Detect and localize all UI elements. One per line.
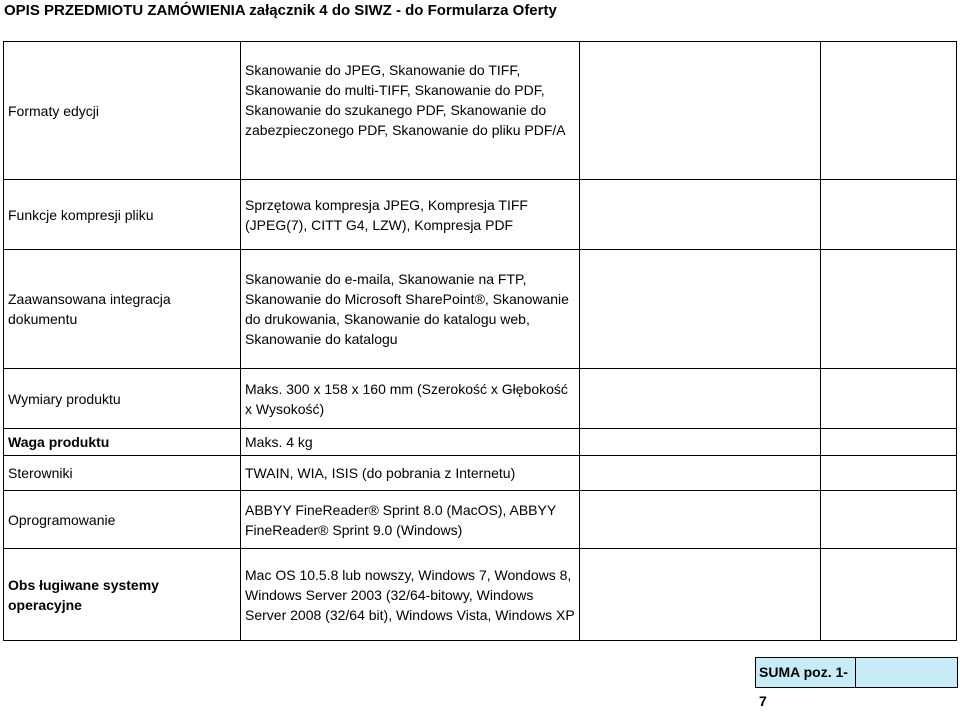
offer-cell-2[interactable]: [821, 429, 957, 456]
row-value: ABBYY FineReader® Sprint 8.0 (MacOS), ABBYY FineReader® Sprint 9.0 (Windows): [241, 491, 580, 549]
offer-cell[interactable]: [580, 250, 821, 369]
offer-cell-2[interactable]: [821, 250, 957, 369]
offer-cell-2[interactable]: [821, 456, 957, 491]
offer-cell[interactable]: [580, 456, 821, 491]
table-row: [4, 429, 957, 456]
row-label: Wymiary produktu: [4, 369, 241, 429]
offer-cell[interactable]: [580, 549, 821, 641]
offer-cell-2[interactable]: [821, 369, 957, 429]
row-label: Obs ługiwane systemy operacyjne: [4, 549, 241, 641]
row-label: Sterowniki: [4, 456, 241, 491]
table-row: [4, 456, 957, 491]
row-value: TWAIN, WIA, ISIS (do pobrania z Internetu): [241, 456, 580, 491]
row-label: Formaty edycji: [4, 42, 241, 180]
offer-cell[interactable]: [580, 42, 821, 180]
row-value: Maks. 300 x 158 x 160 mm (Szerokość x Głębokość x Wysokość): [241, 369, 580, 429]
offer-cell[interactable]: [580, 491, 821, 549]
offer-cell[interactable]: [580, 180, 821, 250]
table-row: [4, 549, 957, 641]
row-value: Maks. 4 kg: [241, 429, 580, 456]
row-value: Mac OS 10.5.8 lub nowszy, Windows 7, Wondows 8, Windows Server 2003 (32/64-bitowy, Windows Server 2008 (32/64 bit), Windows Vista, Windows XP: [241, 549, 580, 641]
row-value: Skanowanie do e-maila, Skanowanie na FTP, Skanowanie do Microsoft SharePoint®, Skanowanie do drukowania, Skanowanie do katalogu web, Skanowanie do katalogu: [241, 250, 580, 369]
offer-cell-2[interactable]: [821, 491, 957, 549]
offer-cell-2[interactable]: [821, 42, 957, 180]
suma-value-cell[interactable]: [855, 657, 958, 688]
offer-cell[interactable]: [580, 429, 821, 456]
row-value: Skanowanie do JPEG, Skanowanie do TIFF, Skanowanie do multi-TIFF, Skanowanie do PDF, Skanowanie do szukanego PDF, Skanowanie do zabezpieczonego PDF, Skanowanie do pliku PDF/A: [241, 42, 580, 180]
row-value: Sprzętowa kompresja JPEG, Kompresja TIFF (JPEG(7), CITT G4, LZW), Kompresja PDF: [241, 180, 580, 250]
offer-cell[interactable]: [580, 369, 821, 429]
row-label: Zaawansowana integracja dokumentu: [4, 250, 241, 369]
table-row: [4, 42, 957, 180]
table-row: [4, 491, 957, 549]
specification-table: [3, 41, 957, 641]
row-label: Funkcje kompresji pliku: [4, 180, 241, 250]
page-title: OPIS PRZEDMIOTU ZAMÓWIENIA załącznik 4 do SIWZ - do Formularza Oferty: [4, 2, 557, 19]
table-row: [4, 180, 957, 250]
suma-label: SUMA poz. 1-7: [755, 657, 856, 688]
row-label: Waga produktu: [4, 429, 241, 456]
row-label: Oprogramowanie: [4, 491, 241, 549]
offer-cell-2[interactable]: [821, 180, 957, 250]
offer-cell-2[interactable]: [821, 549, 957, 641]
table-row: [4, 369, 957, 429]
table-row: [4, 250, 957, 369]
